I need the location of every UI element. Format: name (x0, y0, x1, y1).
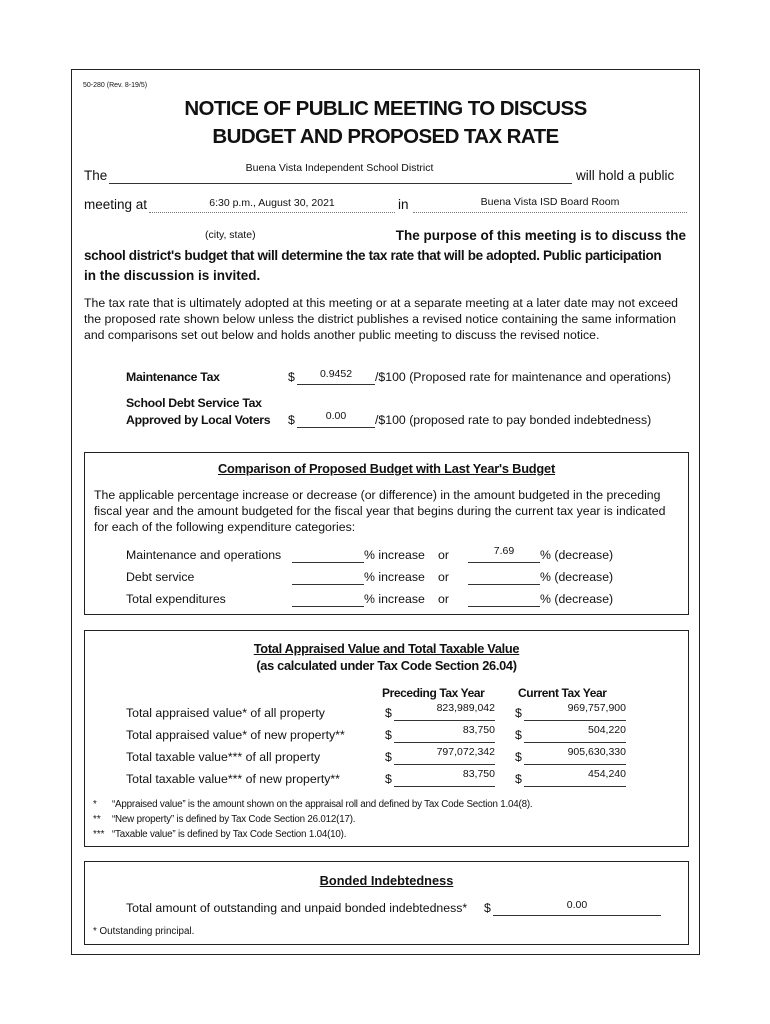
current-dollar: $ (515, 728, 522, 742)
district-name-line (109, 183, 572, 184)
increase-label: % increase (364, 548, 425, 562)
maintenance-rate-value: 0.9452 (319, 368, 353, 380)
comparison-text-line-3: for each of the following expenditure categories: (94, 520, 356, 534)
bonded-dollar: $ (484, 901, 491, 915)
col-current-year: Current Tax Year (518, 686, 607, 700)
comparison-heading: Comparison of Proposed Budget with Last Year's Budget (217, 461, 556, 476)
maintenance-tax-label: Maintenance Tax (126, 370, 220, 384)
intro-will-hold: will hold a public (576, 168, 675, 183)
footnote-2: “New property” is defined by Tax Code Section 26.012(17). (112, 814, 356, 825)
notice-form (71, 69, 700, 955)
bonded-heading: Bonded Indebtedness (319, 873, 454, 888)
current-value: 905,630,330 (567, 746, 626, 758)
debt-rate-value: 0.00 (325, 410, 347, 422)
footnote-2-mark: ** (93, 814, 101, 825)
comparison-row-label: Debt service (126, 570, 195, 584)
comparison-text-line-2: fiscal year and the amount budgeted for the fiscal year that begins during the current tax year is indicated (94, 504, 666, 518)
current-line (524, 764, 626, 765)
bonded-box (84, 861, 689, 945)
appraised-heading-2: (as calculated under Tax Code Section 26.04) (256, 658, 517, 673)
current-line (524, 720, 626, 721)
current-dollar: $ (515, 750, 522, 764)
increase-label: % increase (364, 592, 425, 606)
increase-label: % increase (364, 570, 425, 584)
preceding-dollar: $ (385, 750, 392, 764)
appraised-row-label: Total appraised value* of all property (126, 706, 325, 720)
intro-meeting-at: meeting at (84, 197, 148, 212)
decrease-line (468, 606, 540, 607)
decrease-label: % (decrease) (540, 548, 614, 562)
title-line-2: BUDGET AND PROPOSED TAX RATE (212, 125, 559, 148)
preceding-value: 823,989,042 (436, 702, 495, 714)
bonded-label: Total amount of outstanding and unpaid bonded indebtedness* (126, 901, 468, 915)
bonded-value: 0.00 (566, 899, 588, 911)
maintenance-rate-line (297, 384, 375, 385)
bonded-value-line (493, 915, 661, 916)
comparison-row-label: Total expenditures (126, 592, 226, 606)
or-label: or (438, 570, 449, 584)
appraised-row-label: Total taxable value*** of new property** (126, 772, 340, 786)
footnote-3: “Taxable value” is defined by Tax Code Section 1.04(10). (112, 829, 347, 840)
maintenance-dollar: $ (288, 370, 295, 384)
increase-line (292, 606, 364, 607)
debt-rate-desc: /$100 (proposed rate to pay bonded indebtedness) (375, 413, 652, 427)
increase-line (292, 562, 364, 563)
debt-tax-label-2: Approved by Local Voters (126, 413, 271, 427)
footnote-1-mark: * (93, 799, 97, 810)
title-line-1: NOTICE OF PUBLIC MEETING TO DISCUSS (184, 97, 587, 120)
debt-rate-line (297, 427, 375, 428)
current-value: 969,757,900 (567, 702, 626, 714)
appraised-row-label: Total appraised value* of new property** (126, 728, 345, 742)
decrease-label: % (decrease) (540, 592, 614, 606)
comparison-row-label: Maintenance and operations (126, 548, 282, 562)
current-dollar: $ (515, 706, 522, 720)
district-name-value: Buena Vista Independent School District (245, 162, 434, 174)
footnote-1: “Appraised value” is the amount shown on the appraisal roll and defined by Tax Code Section 1.04(8). (112, 799, 533, 810)
current-value: 504,220 (588, 724, 626, 736)
maintenance-rate-desc: /$100 (Proposed rate for maintenance and operations) (375, 370, 671, 384)
or-label: or (438, 548, 449, 562)
location-line (413, 212, 687, 213)
comparison-text (94, 487, 665, 535)
preceding-dollar: $ (385, 772, 392, 786)
footnote-3-mark: *** (93, 829, 105, 840)
current-value: 454,240 (588, 768, 626, 780)
rate-paragraph-line-3: and comparisons set out below and holds another public meeting to discuss the revised notice. (84, 328, 600, 342)
appraised-row-label: Total taxable value*** of all property (126, 750, 321, 764)
current-line (524, 786, 626, 787)
purpose-line-2: school district's budget that will determine the tax rate that will be adopted. Public participation (84, 248, 662, 263)
city-state-caption: (city, state) (205, 229, 256, 241)
purpose-line-1: The purpose of this meeting is to discuss the (395, 228, 686, 243)
meeting-time-value: 6:30 p.m., August 30, 2021 (209, 197, 335, 209)
purpose-line-3: in the discussion is invited. (84, 268, 261, 283)
location-value: Buena Vista ISD Board Room (480, 196, 620, 208)
decrease-value: 7.69 (493, 545, 515, 557)
preceding-value: 797,072,342 (436, 746, 495, 758)
decrease-line (468, 584, 540, 585)
increase-line (292, 584, 364, 585)
intro-the: The (84, 168, 108, 183)
comparison-text-line-1: The applicable percentage increase or decrease (or difference) in the amount budgeted in the preceding (94, 488, 661, 502)
form-number: 50-280 (Rev. 8-19/5) (83, 82, 148, 89)
appraised-heading-1: Total Appraised Value and Total Taxable Value (253, 641, 520, 656)
bonded-footnote: * Outstanding principal. (93, 926, 195, 937)
appraised-box (84, 630, 689, 847)
comparison-box (84, 452, 689, 615)
preceding-line (394, 786, 495, 787)
preceding-line (394, 764, 495, 765)
preceding-value: 83,750 (462, 724, 495, 736)
debt-dollar: $ (288, 413, 295, 427)
current-dollar: $ (515, 772, 522, 786)
preceding-dollar: $ (385, 728, 392, 742)
decrease-label: % (decrease) (540, 570, 614, 584)
intro-in: in (398, 197, 409, 212)
col-preceding-year: Preceding Tax Year (382, 686, 485, 700)
meeting-time-line (149, 212, 395, 213)
preceding-line (394, 720, 495, 721)
rate-paragraph-line-2: the proposed rate shown below unless the district publishes a revised notice containing the same information (84, 312, 676, 326)
rate-paragraph-line-1: The tax rate that is ultimately adopted at this meeting or at a separate meeting at a later date may not exceed (84, 296, 679, 310)
preceding-value: 83,750 (462, 768, 495, 780)
debt-tax-label-1: School Debt Service Tax (126, 396, 262, 410)
current-line (524, 742, 626, 743)
preceding-line (394, 742, 495, 743)
rate-paragraph (84, 295, 678, 343)
preceding-dollar: $ (385, 706, 392, 720)
decrease-line (468, 562, 540, 563)
or-label: or (438, 592, 449, 606)
